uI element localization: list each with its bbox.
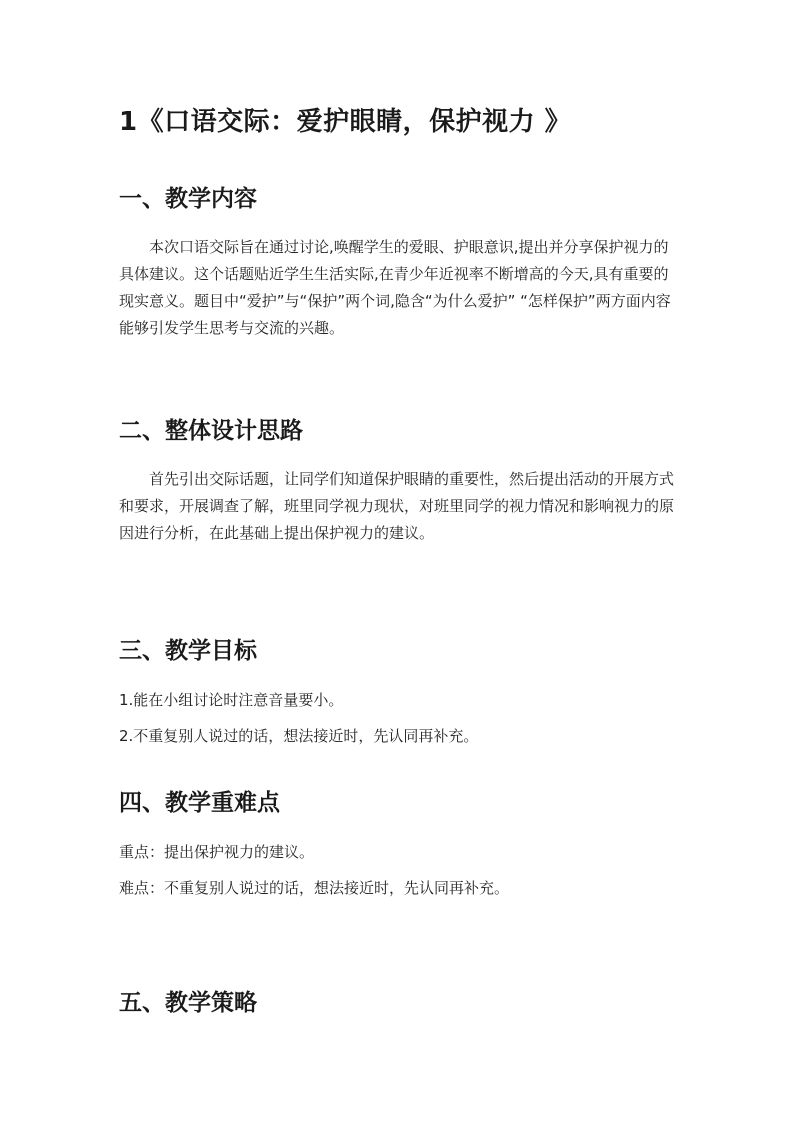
- section-paragraph-teaching-content: 本次口语交际旨在通过讨论,唤醒学生的爱眼、护眼意识,提出并分享保护视力的具体建议。这个话题贴近学生生活实际,在青少年近视率不断增高的今天,具有重要的现实意义。题目中“爱护”与“保护”两个词,隐含“为什么爱护” “怎样保护”两方面内容能够引发学生思考与交流的兴趣。: [119, 238, 671, 337]
- section-heading-teaching-content: 一、教学内容: [119, 186, 257, 212]
- goal-item-2: 2.不重复别人说过的话，想法接近时，先认同再补充。: [119, 727, 479, 745]
- difficulty-item: 难点：不重复别人说过的话，想法接近时，先认同再补充。: [119, 879, 510, 897]
- section-heading-teaching-goals: 三、教学目标: [119, 638, 257, 664]
- goal-item-1: 1.能在小组讨论时注意音量要小。: [119, 691, 344, 709]
- document-title: 1《口语交际：爱护眼睛，保护视力 》: [119, 107, 572, 137]
- section-paragraph-design-approach: 首先引出交际话题，让同学们知道保护眼睛的重要性，然后提出活动的开展方式和要求，开展调查了解，班里同学视力现状，对班里同学的视力情况和影响视力的原因进行分析，在此基础上提出保护视力的建议。: [119, 470, 675, 542]
- section-heading-key-points: 四、教学重难点: [119, 790, 280, 816]
- section-heading-teaching-strategy: 五、教学策略: [119, 990, 257, 1016]
- key-point-item: 重点：提出保护视力的建议。: [119, 843, 315, 861]
- section-heading-design-approach: 二、整体设计思路: [119, 418, 303, 444]
